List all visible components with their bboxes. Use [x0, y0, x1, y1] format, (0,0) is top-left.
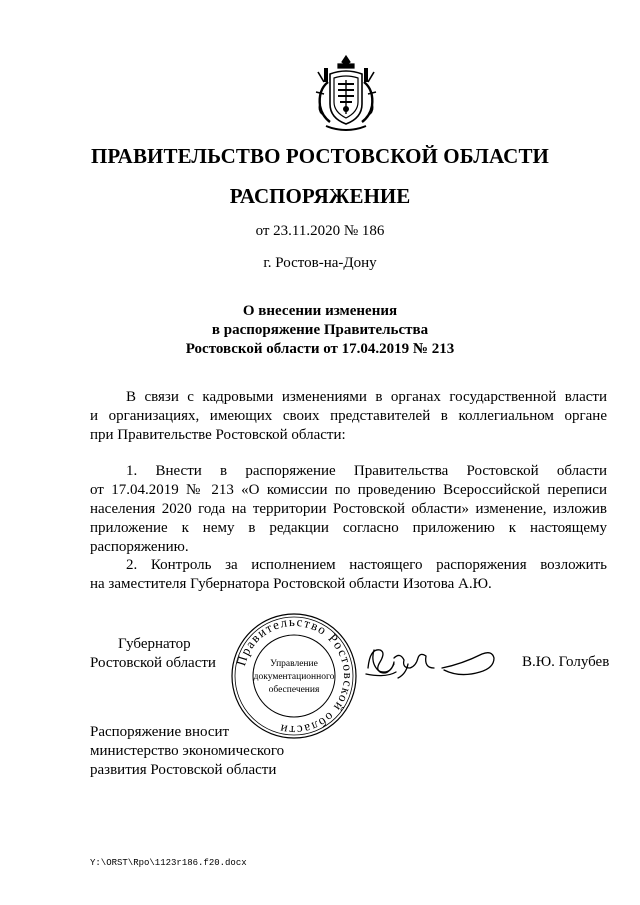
handwritten-signature — [360, 638, 500, 686]
text-line: населения 2020 года на территории Ростовской области» изменение, изложив — [90, 501, 607, 517]
submitter-line: министерство экономического — [90, 743, 285, 759]
seal-inner-text: обеспечения — [268, 685, 320, 695]
paragraph-preamble — [90, 388, 607, 445]
signatory-title — [90, 635, 216, 673]
signatory-title-line: Губернатор — [118, 636, 191, 652]
paragraph-item-2 — [90, 556, 607, 594]
coat-of-arms-icon — [308, 52, 384, 134]
text-line: 2. Контроль за исполнением настоящего распоряжения возложить — [126, 557, 607, 573]
document-subject — [0, 302, 640, 359]
text-line: распоряжению. — [90, 539, 189, 555]
signatory-title-line: Ростовской области — [90, 655, 216, 671]
document-date-number: от 23.11.2020 № 186 — [255, 223, 385, 239]
subject-line: в распоряжение Правительства — [211, 322, 429, 338]
file-path: Y:\ORST\Rpo\1123r186.f20.docx — [90, 858, 247, 868]
document-type: РАСПОРЯЖЕНИЕ — [229, 184, 411, 208]
submitter-line: Распоряжение вносит — [90, 724, 230, 740]
official-seal — [230, 612, 358, 740]
seal-inner-text: документационного — [253, 672, 335, 682]
text-line: на заместителя Губернатора Ростовской области Изотова А.Ю. — [90, 576, 492, 592]
seal-outer-text: Правительство Ростовской области — [233, 613, 357, 739]
text-line: и организациях, имеющих своих представителей в коллегиальном органе — [90, 408, 607, 424]
submitter-block — [90, 723, 284, 780]
submitter-line: развития Ростовской области — [90, 762, 277, 778]
text-line: при Правительстве Ростовской области: — [90, 427, 346, 443]
seal-inner-text: Управление — [270, 659, 318, 669]
document-city: г. Ростов-на-Дону — [263, 255, 377, 271]
government-title: ПРАВИТЕЛЬСТВО РОСТОВСКОЙ ОБЛАСТИ — [91, 144, 549, 168]
text-line: В связи с кадровыми изменениями в органах государственной власти — [126, 389, 607, 405]
signatory-name: В.Ю. Голубев — [522, 654, 610, 670]
text-line: приложение к нему в редакции согласно приложению к настоящему — [90, 520, 607, 536]
paragraph-item-1 — [90, 462, 607, 557]
subject-line: Ростовской области от 17.04.2019 № 213 — [185, 341, 455, 357]
text-line: 1. Внести в распоряжение Правительства Ростовской области — [126, 463, 607, 479]
subject-line: О внесении изменения — [242, 303, 398, 319]
text-line: от 17.04.2019 № 213 «О комиссии по проведению Всероссийской переписи — [90, 482, 607, 498]
